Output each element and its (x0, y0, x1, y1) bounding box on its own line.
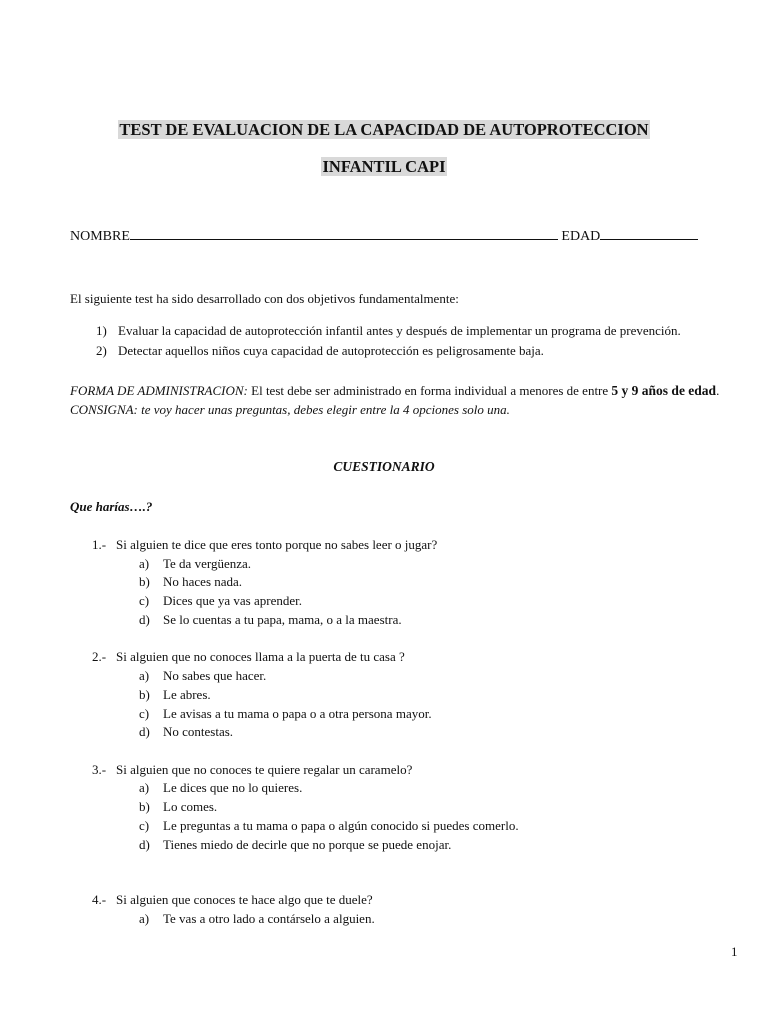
question-prompt: Que harías….? (70, 499, 153, 514)
admin-label: FORMA DE ADMINISTRACION: (70, 383, 248, 398)
question-1: 1.- Si alguien te dice que eres tonto porque no sabes leer o jugar? (92, 537, 438, 552)
option-3b[interactable]: b) Lo comes. (139, 799, 218, 814)
option-2c[interactable]: c) Le avisas a tu mama o papa o a otra persona mayor. (139, 706, 432, 721)
option-1c[interactable]: c) Dices que ya vas aprender. (139, 593, 302, 608)
administration-block: FORMA DE ADMINISTRACION: El test debe ser administrado en forma individual a menores de entre 5 y 9 años de edad. CONSIGNA: te voy hacer unas preguntas, debes elegir entre la 4 opciones solo una. (70, 383, 720, 417)
section-heading: CUESTIONARIO (333, 459, 435, 474)
document-title-line1: TEST DE EVALUACION DE LA CAPACIDAD DE AUTOPROTECCION (119, 120, 649, 139)
option-1b[interactable]: b) No haces nada. (139, 574, 243, 589)
option-4a[interactable]: a) Te vas a otro lado a contárselo a alguien. (139, 911, 375, 926)
option-2a[interactable]: a) No sabes que hacer. (139, 668, 267, 683)
consigna-text: CONSIGNA: te voy hacer unas preguntas, debes elegir entre la 4 opciones solo una. (70, 402, 510, 417)
document-title-line2: INFANTIL CAPI (322, 157, 446, 176)
question-4: 4.- Si alguien que conoces te hace algo que te duele? (92, 892, 373, 907)
objective-item: 2) Detectar aquellos niños cuya capacidad de autoprotección es peligrosamente baja. (96, 343, 544, 358)
option-3d[interactable]: d) Tienes miedo de decirle que no porque se puede enojar. (139, 837, 452, 852)
option-2d[interactable]: d) No contestas. (139, 724, 234, 739)
option-1d[interactable]: d) Se lo cuentas a tu papa, mama, o a la maestra. (139, 612, 402, 627)
option-3c[interactable]: c) Le preguntas a tu mama o papa o algún conocido si puedes comerlo. (139, 818, 519, 833)
name-age-fields (70, 227, 698, 245)
edad-line[interactable] (600, 227, 698, 240)
intro-text: El siguiente test ha sido desarrollado con dos objetivos fundamentalmente: (70, 291, 459, 306)
question-2: 2.- Si alguien que no conoces llama a la puerta de tu casa ? (92, 649, 405, 664)
nombre-label: NOMBRE (70, 229, 130, 244)
objective-item: 1) Evaluar la capacidad de autoprotección infantil antes y después de implementar un programa de prevención. (96, 323, 681, 338)
option-2b[interactable]: b) Le abres. (139, 687, 211, 702)
option-1a[interactable]: a) Te da vergüenza. (139, 556, 251, 571)
admin-text: El test debe ser administrado en forma individual a menores de entre (247, 383, 612, 398)
admin-age: 5 y 9 años de edad (611, 383, 717, 398)
edad-label: EDAD (561, 229, 601, 244)
nombre-line[interactable] (130, 227, 558, 240)
question-3: 3.- Si alguien que no conoces te quiere regalar un caramelo? (92, 762, 413, 777)
option-3a[interactable]: a) Le dices que no lo quieres. (139, 780, 303, 795)
page-number: 1 (731, 944, 738, 959)
